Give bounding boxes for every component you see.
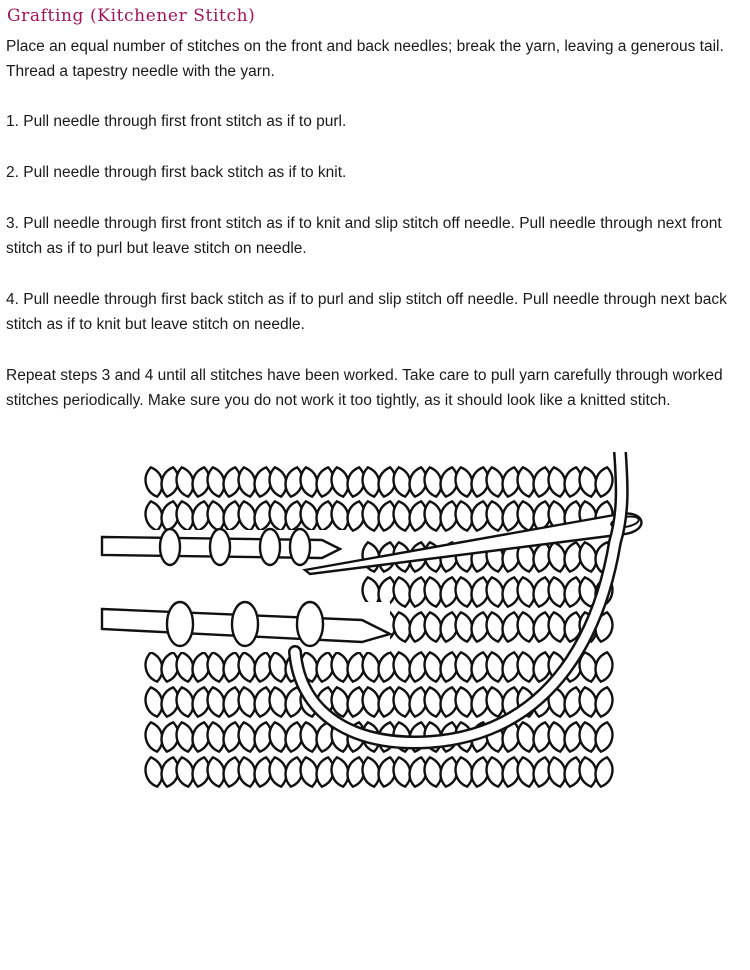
knit-leaf-outline: [593, 756, 615, 789]
front-needle-stitch-loop: [232, 602, 258, 646]
knit-leaf-outline: [593, 466, 615, 499]
page-title: Grafting (Kitchener Stitch): [7, 6, 256, 26]
step-2-text: 2. Pull needle through first back stitch as if to knit.: [6, 164, 347, 181]
back-needle-stitch-loop: [260, 529, 280, 565]
knit-leaf-outline: [593, 721, 615, 754]
knit-leaf-outline: [593, 651, 615, 684]
knit-leaf: [593, 721, 615, 754]
knit-leaf: [593, 756, 615, 789]
knit-leaf-outline: [593, 686, 615, 719]
front-needle-stitch-loop: [297, 602, 323, 646]
back-needle-stitch-loop: [160, 529, 180, 565]
back-needle-stitch-loop: [290, 529, 310, 565]
step-3-text: 3. Pull needle through first front stitch as if to knit and slip stitch off needle. Pull needle through next front stitch as if to purl but leave stitch on needle.: [6, 215, 722, 257]
front-needle-stitch-loop: [167, 602, 193, 646]
knitting-diagram-svg: [100, 452, 660, 810]
back-needle-stitch-loop: [210, 529, 230, 565]
step-4-text: 4. Pull needle through first back stitch as if to purl and slip stitch off needle. Pull needle through next back stitch as if to knit but leave stitch on needle.: [6, 291, 727, 333]
knit-leaf: [593, 651, 615, 684]
closing-paragraph: Repeat steps 3 and 4 until all stitches have been worked. Take care to pull yarn carefully through worked stitches periodically. Make sure you do not work it too tightly, as it should look like a knitted stitch.: [6, 367, 723, 409]
kitchener-stitch-illustration: [100, 452, 660, 810]
step-1-text: 1. Pull needle through first front stitch as if to purl.: [6, 113, 347, 130]
knit-leaf: [593, 686, 615, 719]
intro-paragraph: Place an equal number of stitches on the front and back needles; break the yarn, leaving a generous tail. Thread a tapestry needle with the yarn.: [6, 38, 724, 80]
knit-leaf: [593, 466, 615, 499]
